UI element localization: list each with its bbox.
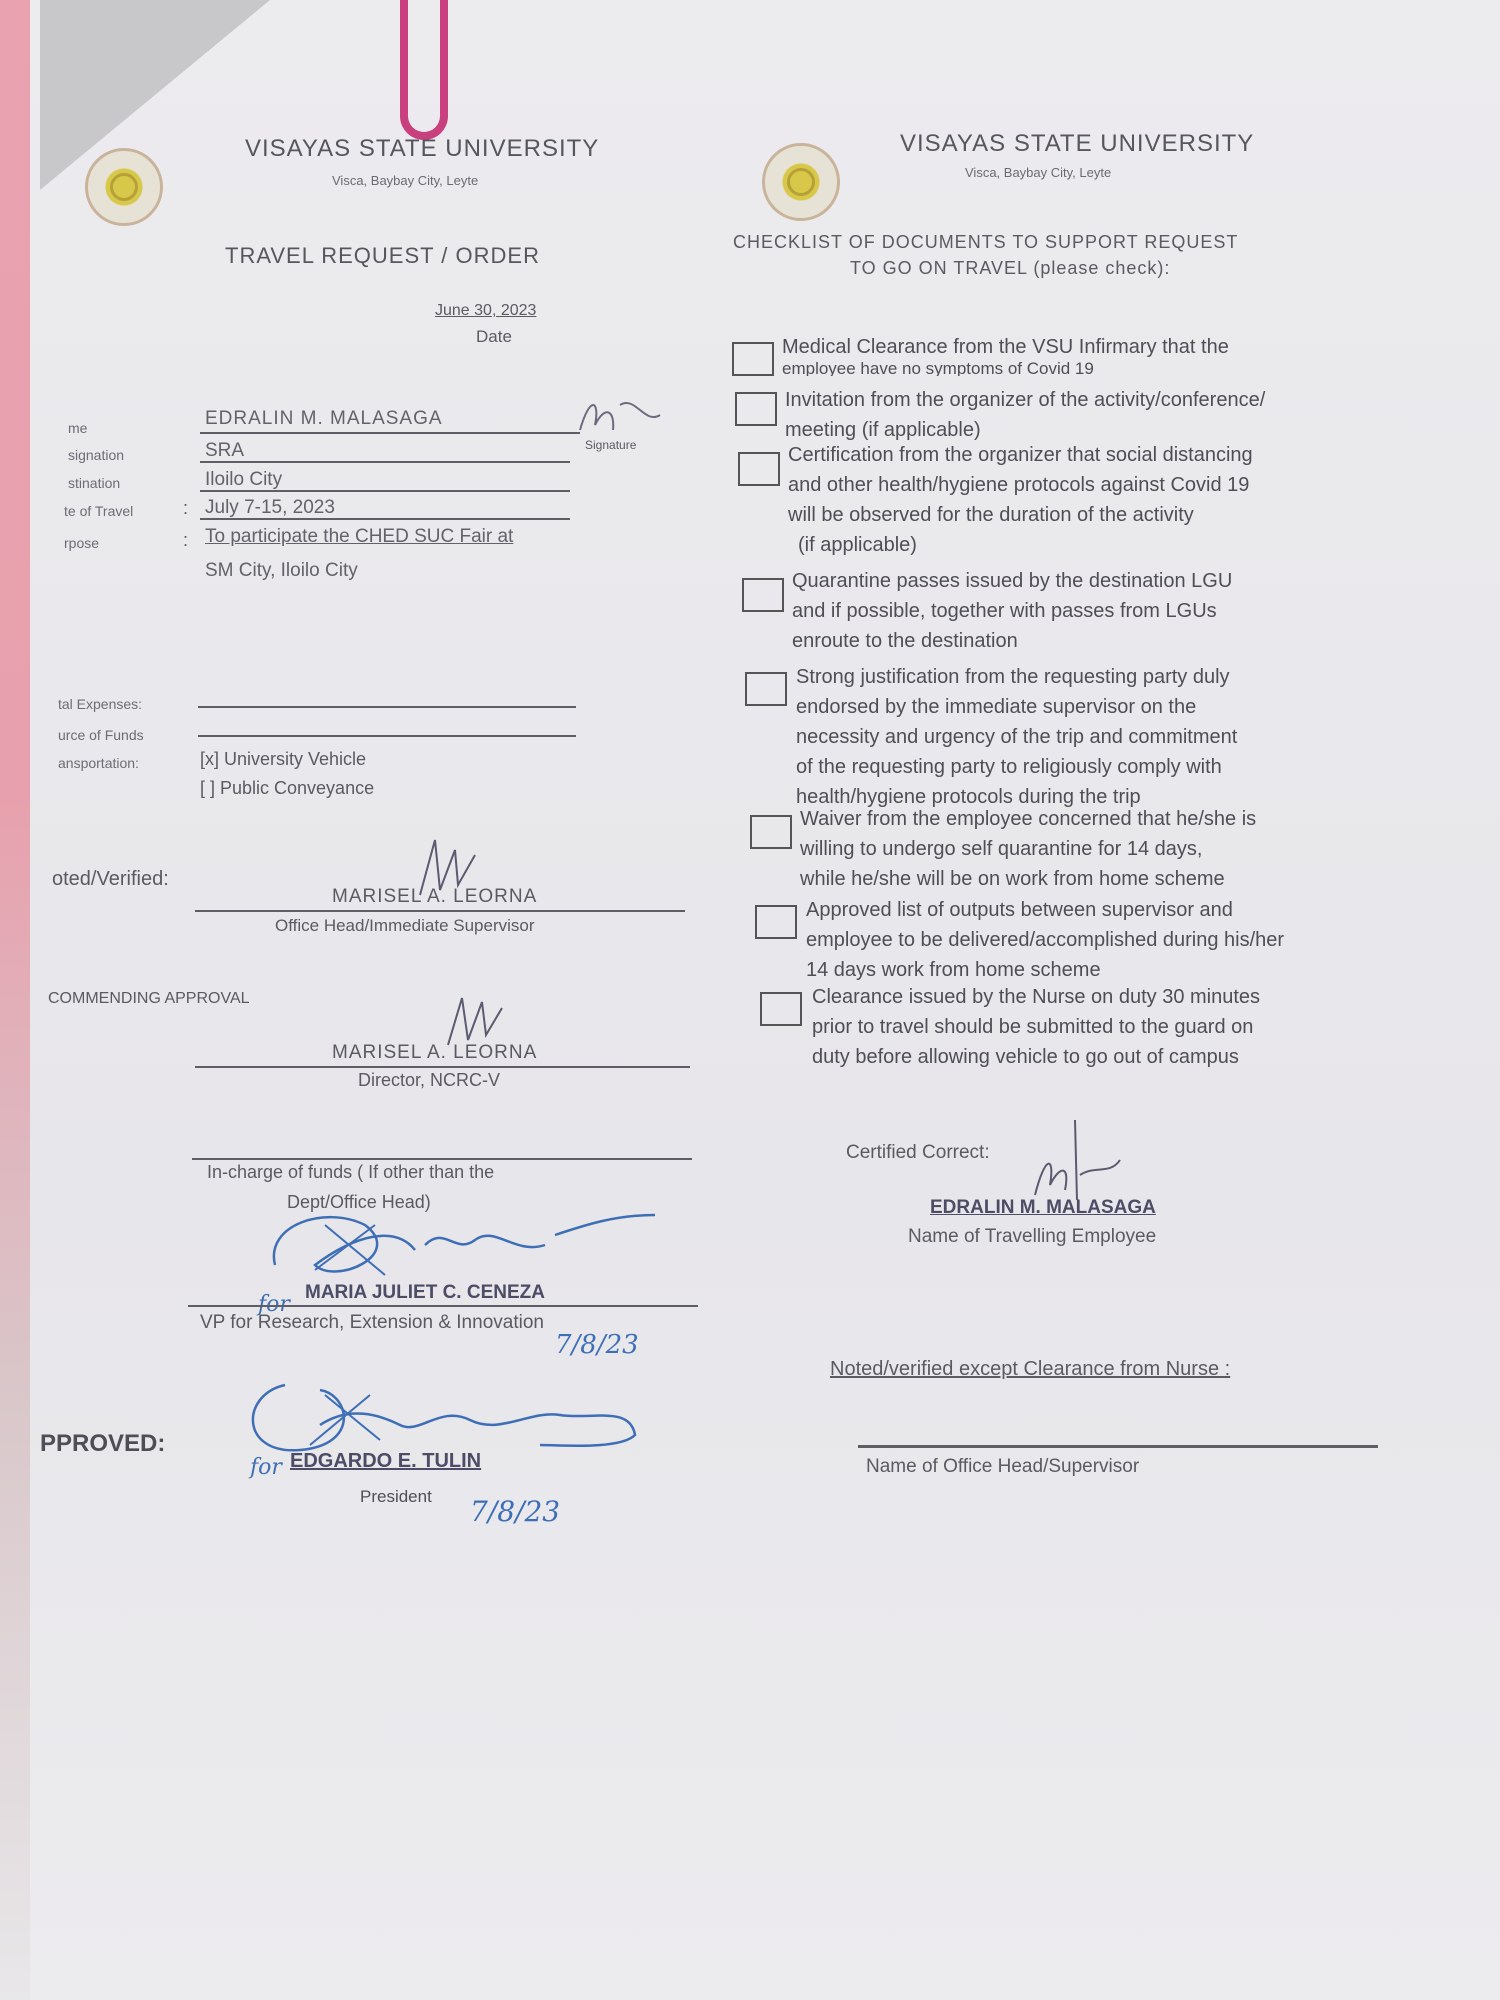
- university-seal-left: [85, 148, 163, 226]
- colon: :: [183, 498, 189, 518]
- noted-line: [195, 910, 685, 912]
- destination-line: [200, 490, 570, 492]
- university-address-left: Visca, Baybay City, Leyte: [332, 173, 479, 188]
- checklist-item-nurse-clearance: Clearance issued by the Nurse on duty 30 minutes prior to travel should be submitted to the guard on duty before allowing vehicle to go out of campus: [812, 986, 1261, 1068]
- expenses-label: tal Expenses:: [58, 696, 143, 712]
- university-name-left: VISAYAS STATE UNIVERSITY: [245, 135, 600, 162]
- university-name-right: VISAYAS STATE UNIVERSITY: [900, 130, 1255, 157]
- designation-value: SRA: [205, 440, 245, 461]
- date-value: June 30, 2023: [435, 302, 537, 319]
- employee-name: EDRALIN M. MALASAGA: [930, 1197, 1156, 1218]
- travel-request-title: TRAVEL REQUEST / ORDER: [225, 243, 540, 268]
- date-label: Date: [476, 327, 512, 346]
- date-of-travel-value: July 7-15, 2023: [205, 497, 335, 518]
- checkbox-certification[interactable]: [738, 452, 780, 486]
- signature-label: Signature: [585, 438, 637, 452]
- name-value: EDRALIN M. MALASAGA: [205, 408, 443, 429]
- transport-option-university-vehicle: [x] University Vehicle: [200, 749, 367, 769]
- folded-corner: [40, 0, 270, 190]
- date-of-travel-line: [200, 518, 570, 520]
- recommending-name: MARISEL A. LEORNA: [332, 1042, 538, 1063]
- noted-verified-label: oted/Verified:: [52, 868, 169, 890]
- president-title: President: [360, 1487, 432, 1506]
- designation-label: signation: [68, 447, 125, 463]
- vp-title: VP for Research, Extension & Innovation: [200, 1312, 544, 1333]
- purpose-value-line2: SM City, Iloilo City: [205, 560, 358, 581]
- recommending-approval-label: COMMENDING APPROVAL: [48, 990, 250, 1007]
- president-name: EDGARDO E. TULIN: [290, 1450, 482, 1472]
- checklist-item-medical-clearance: Medical Clearance from the VSU Infirmary that the employee have no symptoms of Covid 19: [782, 336, 1229, 376]
- checkbox-invitation[interactable]: [735, 392, 777, 426]
- expenses-line: [198, 706, 576, 708]
- paper-clip: [400, 0, 448, 140]
- destination-value: Iloilo City: [205, 469, 283, 490]
- checkbox-strong-justification[interactable]: [745, 672, 787, 706]
- checklist-item-invitation: Invitation from the organizer of the activity/conference/ meeting (if applicable): [785, 389, 1266, 441]
- recommending-line: [195, 1066, 690, 1068]
- employee-signature: [1025, 1115, 1125, 1205]
- incharge-label-line2: Dept/Office Head): [287, 1192, 431, 1212]
- transportation-label: ansportation:: [58, 755, 139, 771]
- certified-correct-label: Certified Correct:: [846, 1142, 990, 1163]
- checklist-item-quarantine-passes: Quarantine passes issued by the destination LGU and if possible, together with passes from LGUs enroute to the destination: [792, 570, 1233, 652]
- name-line: [200, 432, 580, 434]
- funds-line: [198, 735, 576, 737]
- office-head-line: [858, 1445, 1378, 1448]
- noted-title: Office Head/Immediate Supervisor: [275, 916, 535, 935]
- colon: :: [183, 530, 189, 550]
- transport-option-public-conveyance: [ ] Public Conveyance: [200, 778, 375, 798]
- checkbox-nurse-clearance[interactable]: [760, 992, 802, 1026]
- president-date-handwritten: 7/8/23: [470, 1495, 561, 1528]
- vp-date-handwritten: 7/8/23: [555, 1330, 639, 1360]
- university-seal-right: [762, 143, 840, 221]
- checklist-item-certification: Certification from the organizer that social distancing and other health/hygiene protocols against Covid 19 will be observed for the duration of the activity (if applicable): [788, 444, 1253, 556]
- vp-line: [188, 1305, 698, 1307]
- designation-line: [200, 461, 570, 463]
- incharge-line: [192, 1158, 692, 1160]
- checklist-item-strong-justification: Strong justification from the requesting party duly endorsed by the immediate supervisor on the necessity and urgency of the trip and commitment of the requesting party to religiously comply with health/hygiene protocols during the trip: [796, 666, 1238, 808]
- signature-scribble-3: [440, 990, 510, 1050]
- checkbox-medical-clearance[interactable]: [732, 342, 774, 376]
- checkbox-approved-outputs[interactable]: [755, 905, 797, 939]
- checklist-title-line1: CHECKLIST OF DOCUMENTS TO SUPPORT REQUEST: [733, 232, 1239, 252]
- vp-name: MARIA JULIET C. CENEZA: [305, 1282, 545, 1303]
- president-for-prefix: for: [250, 1455, 282, 1480]
- noted-name: MARISEL A. LEORNA: [332, 886, 538, 907]
- name-label: me: [68, 420, 88, 436]
- vp-signature: [255, 1195, 675, 1290]
- signature-scribble-1: [575, 385, 665, 445]
- funds-label: urce of Funds: [58, 727, 144, 743]
- approved-label: PPROVED:: [40, 1430, 166, 1457]
- university-address-right: Visca, Baybay City, Leyte: [965, 165, 1112, 180]
- recommending-title: Director, NCRC-V: [358, 1070, 501, 1090]
- checklist-item-approved-outputs: Approved list of outputs between supervisor and employee to be delivered/accomplished during his/her 14 days work from home scheme: [806, 899, 1285, 981]
- incharge-label-line1: In-charge of funds ( If other than the: [207, 1162, 495, 1182]
- employee-caption: Name of Travelling Employee: [908, 1226, 1157, 1247]
- destination-label: stination: [68, 475, 121, 491]
- vp-for-prefix: for: [258, 1292, 290, 1317]
- office-head-caption: Name of Office Head/Supervisor: [866, 1456, 1140, 1477]
- checkbox-waiver[interactable]: [750, 815, 792, 849]
- date-of-travel-label: te of Travel: [64, 503, 134, 519]
- noted-except-label: Noted/verified except Clearance from Nurse :: [830, 1358, 1231, 1380]
- purpose-value: To participate the CHED SUC Fair at: [205, 526, 514, 547]
- checklist-item-waiver: Waiver from the employee concerned that he/she is willing to undergo self quarantine for 14 days, while he/she will be on work from home scheme: [800, 808, 1257, 890]
- purpose-label: rpose: [64, 535, 100, 551]
- checkbox-quarantine-passes[interactable]: [742, 578, 784, 612]
- checklist-title-line2: TO GO ON TRAVEL (please check):: [850, 258, 1171, 278]
